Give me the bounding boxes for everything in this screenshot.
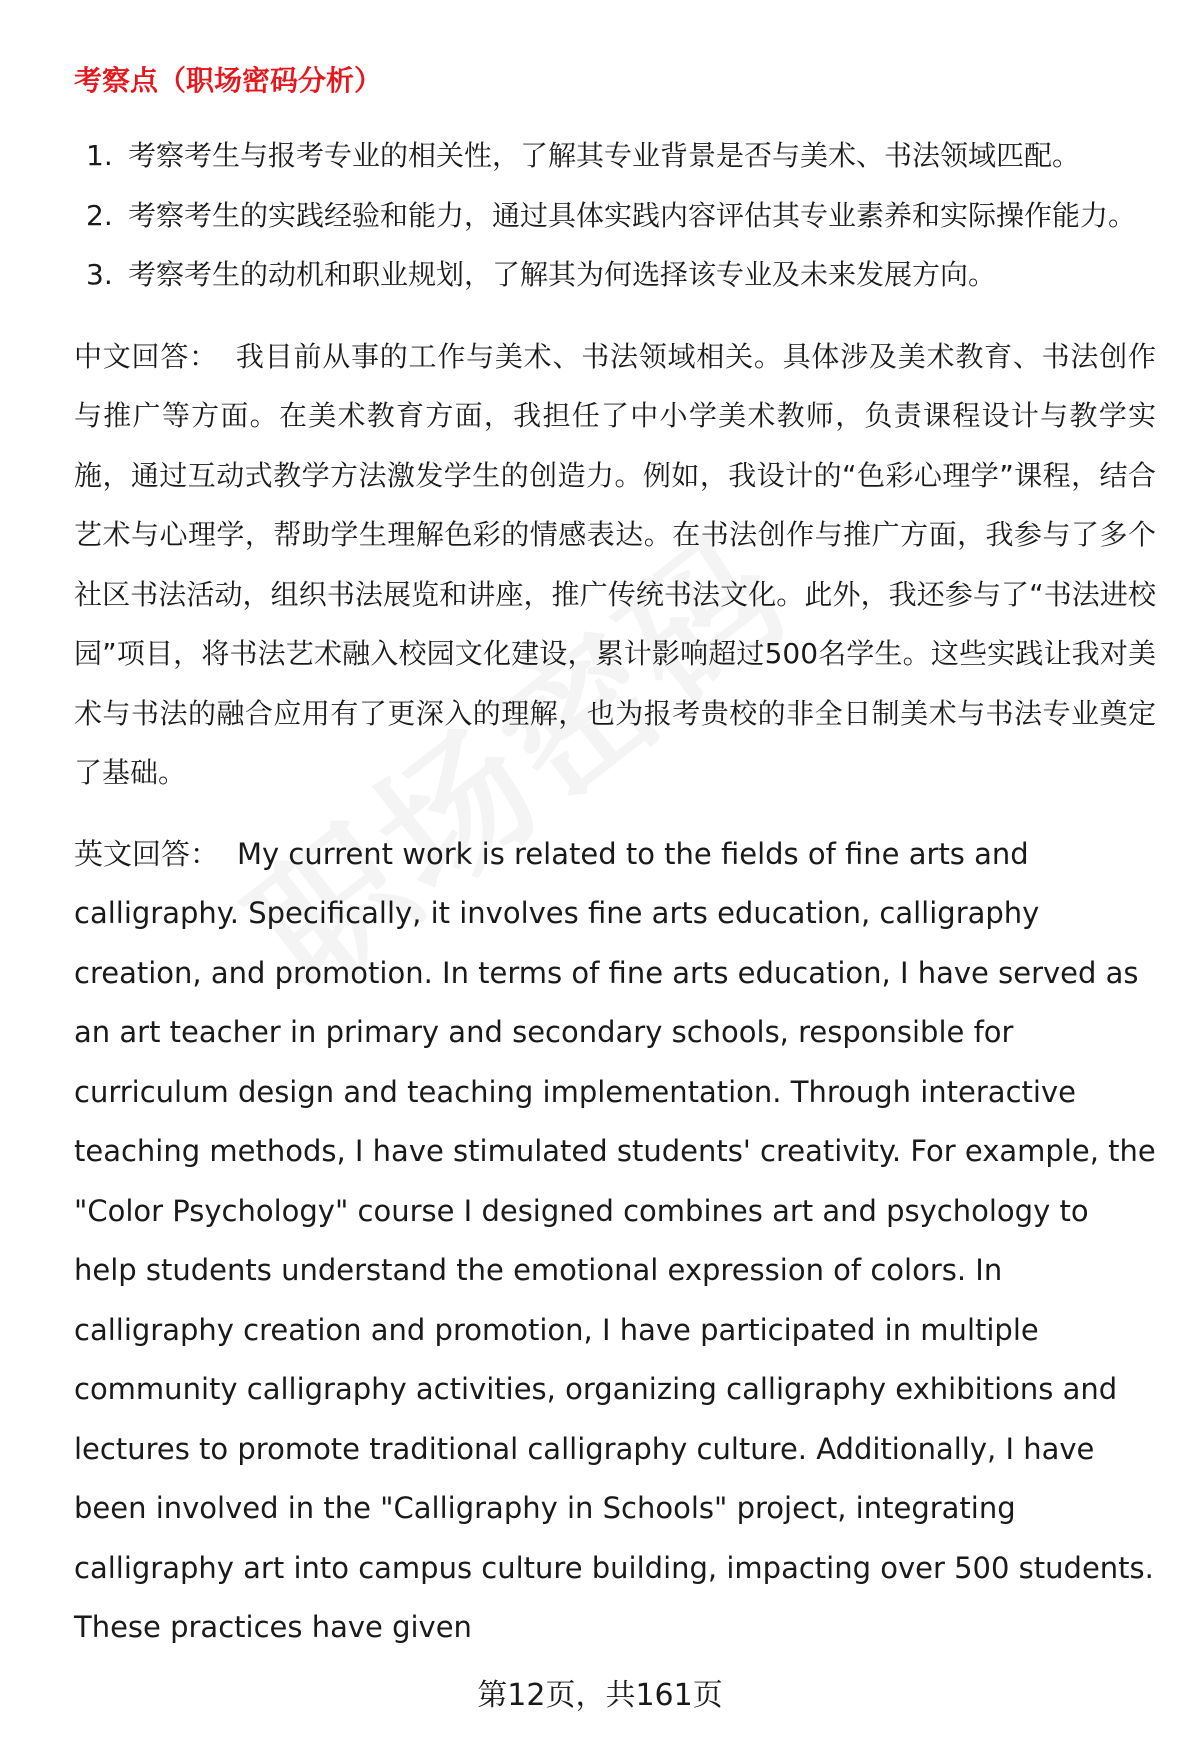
page-number: 第12页，共161页 <box>477 1678 723 1713</box>
list-item-text: 考察考生的动机和职业规划，了解其为何选择该专业及未来发展方向。 <box>128 258 997 291</box>
list-item-text: 考察考生与报考专业的相关性，了解其专业背景是否与美术、书法领域匹配。 <box>128 139 1081 172</box>
chinese-answer-label: 中文回答： <box>74 339 218 373</box>
list-item <box>74 245 1156 305</box>
list-number: 3. <box>86 258 113 291</box>
section-title: 考察点（职场密码分析） <box>74 64 383 97</box>
chinese-answer-text: 我目前从事的工作与美术、书法领域相关。具体涉及美术教育、书法创作与推广等方面。在美术教育方面，我担任了中小学美术教师，负责课程设计与教学实施，通过互动式教学方法激发学生的创造力。例如，我设计的“色彩心理学”课程，结合艺术与心理学，帮助学生理解色彩的情感表达。在书法创作与推广方面，我参与了多个社区书法活动，组织书法展览和讲座，推广传统书法文化。此外，我还参与了“书法进校园”项目，将书法艺术融入校园文化建设，累计影响超过500名学生。这些实践让我对美术与书法的融合应用有了更深入的理解，也为报考贵校的非全日制美术与书法专业奠定了基础。 <box>74 339 1156 789</box>
chinese-answer <box>74 327 1156 803</box>
list-item <box>74 126 1156 186</box>
english-answer-text: My current work is related to the fields of fine arts and calligraphy. Specifically, it involves fine arts education, calligraphy creation, and promotion. In terms of fine arts education, I have served as an art teacher in primary and secondary schools, responsible for curriculum design and teaching implementation. Through interactive teaching methods, I have stimulated students' creativity. For example, the "Color Psychology" course I designed combines art and psychology to help students understand the emotional expression of colors. In calligraphy creation and promotion, I have participated in multiple community calligraphy activities, organizing calligraphy exhibitions and lectures to promote traditional calligraphy culture. Additionally, I have been involved in the "Calligraphy in Schools" project, integrating calligraphy art into campus culture building, impacting over 500 students. These practices have given <box>74 836 1156 1644</box>
english-answer <box>74 825 1156 1658</box>
list-number: 2. <box>86 198 113 232</box>
document-body <box>74 58 1156 1680</box>
english-answer-label: 英文回答： <box>74 836 220 871</box>
list-number: 1. <box>86 139 113 172</box>
points-list <box>74 126 1156 305</box>
list-item <box>74 186 1156 246</box>
list-item-text: 考察考生的实践经验和能力，通过具体实践内容评估其专业素养和实际操作能力。 <box>128 198 1137 232</box>
